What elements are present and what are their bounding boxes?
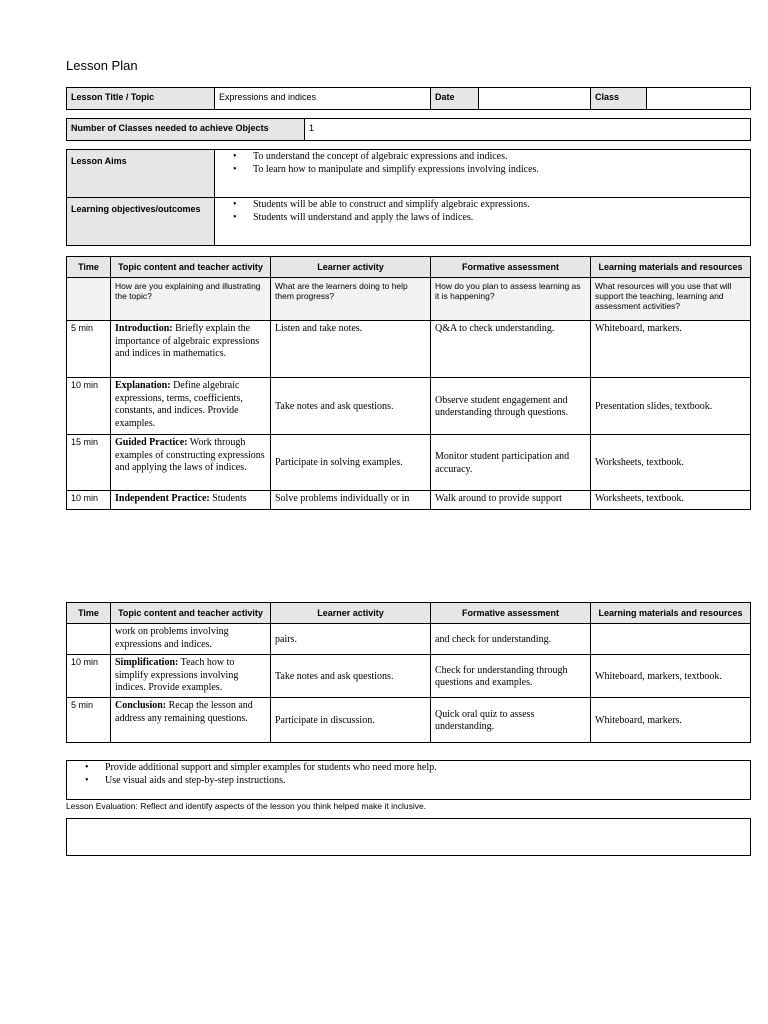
activity-text: Work through examples of constructing expressions and applying the laws of indices. (115, 437, 265, 473)
learner-header: Learner activity (271, 257, 431, 278)
learner-cell[interactable]: Listen and take notes. (271, 321, 431, 378)
table-header-row (67, 257, 751, 278)
table-row (67, 491, 751, 510)
table-row (67, 435, 751, 491)
list-item: • Use visual aids and step-by-step instructions. (105, 774, 750, 787)
time-cell[interactable]: 10 min (67, 491, 111, 510)
class-field[interactable] (647, 88, 751, 110)
lesson-aims-label: Lesson Aims (67, 150, 215, 198)
activity-title: Simplification: (115, 657, 179, 668)
date-label: Date (431, 88, 479, 110)
time-cell[interactable]: 15 min (67, 435, 111, 491)
table-row (67, 378, 751, 435)
table-row (67, 698, 751, 743)
learner-cell[interactable]: Solve problems individually or in (271, 491, 431, 510)
time-header: Time (67, 257, 111, 278)
formative-cell[interactable]: Quick oral quiz to assess understanding. (431, 698, 591, 743)
materials-cell[interactable]: Whiteboard, markers, textbook. (591, 655, 751, 698)
classes-table (66, 118, 751, 141)
lesson-title-field[interactable]: Expressions and indices (215, 88, 431, 110)
topic-cell[interactable] (111, 491, 271, 510)
time-cell[interactable]: 5 min (67, 321, 111, 378)
materials-cell[interactable]: Whiteboard, markers. (591, 698, 751, 743)
learning-objectives-label: Learning objectives/outcomes (67, 198, 215, 246)
activity-title: Explanation: (115, 380, 171, 391)
lesson-aims-list (215, 150, 750, 176)
materials-cell[interactable] (591, 624, 751, 655)
lesson-title-label: Lesson Title / Topic (67, 88, 215, 110)
table-cell (67, 278, 111, 321)
activity-text: Teach how to simplify expressions involving indices. Provide examples. (115, 657, 239, 693)
materials-cell[interactable]: Worksheets, textbook. (591, 435, 751, 491)
date-field[interactable] (479, 88, 591, 110)
activity-text: Recap the lesson and address any remaining questions. (115, 700, 253, 724)
prompt-row (67, 278, 751, 321)
classes-label: Number of Classes needed to achieve Objects (67, 119, 305, 141)
differentiation-list (67, 761, 750, 787)
learner-cell[interactable]: Participate in discussion. (271, 698, 431, 743)
materials-header: Learning materials and resources (591, 257, 751, 278)
activity-title: Introduction: (115, 323, 173, 334)
list-item: • Provide additional support and simpler examples for students who need more help. (105, 761, 750, 774)
learning-objectives-list (215, 198, 750, 224)
table-row (67, 321, 751, 378)
learner-cell[interactable]: Participate in solving examples. (271, 435, 431, 491)
formative-cell[interactable]: and check for understanding. (431, 624, 591, 655)
topic-cell[interactable] (111, 698, 271, 743)
materials-header: Learning materials and resources (591, 603, 751, 624)
learning-objectives-field[interactable] (215, 198, 751, 246)
time-header: Time (67, 603, 111, 624)
formative-prompt: How do you plan to assess learning as it is happening? (431, 278, 591, 321)
learner-cell[interactable]: Take notes and ask questions. (271, 378, 431, 435)
page-title: Lesson Plan (66, 58, 138, 73)
formative-cell[interactable]: Walk around to provide support (431, 491, 591, 510)
materials-prompt: What resources will you use that will support the teaching, learning and assessment activities? (591, 278, 751, 321)
topic-header: Topic content and teacher activity (111, 603, 271, 624)
list-item: • To understand the concept of algebraic expressions and indices. (253, 150, 750, 163)
activity-text: Define algebraic expressions, terms, coefficients, constants, and indices. Provide examples. (115, 380, 243, 429)
activity-table-page-2 (66, 602, 751, 743)
activity-text: work on problems involving expressions and indices. (115, 626, 229, 650)
formative-cell[interactable]: Monitor student participation and accuracy. (431, 435, 591, 491)
differentiation-box[interactable] (66, 760, 751, 800)
lesson-evaluation-label: Lesson Evaluation: Reflect and identify aspects of the lesson you think helped make it inclusive. (66, 801, 427, 811)
activity-table-page-1 (66, 256, 751, 510)
activity-text: Students (209, 493, 247, 504)
lesson-info-table (66, 87, 751, 110)
time-cell[interactable]: 5 min (67, 698, 111, 743)
materials-cell[interactable]: Whiteboard, markers. (591, 321, 751, 378)
formative-cell[interactable]: Observe student engagement and understanding through questions. (431, 378, 591, 435)
materials-cell[interactable]: Presentation slides, textbook. (591, 378, 751, 435)
lesson-aims-field[interactable] (215, 150, 751, 198)
formative-cell[interactable]: Q&A to check understanding. (431, 321, 591, 378)
topic-cell[interactable] (111, 378, 271, 435)
class-label: Class (591, 88, 647, 110)
lesson-evaluation-field[interactable] (66, 818, 751, 856)
topic-prompt: How are you explaining and illustrating the topic? (111, 278, 271, 321)
learner-prompt: What are the learners doing to help them progress? (271, 278, 431, 321)
activity-title: Independent Practice: (115, 493, 210, 504)
topic-cell[interactable] (111, 435, 271, 491)
learner-cell[interactable]: Take notes and ask questions. (271, 655, 431, 698)
formative-header: Formative assessment (431, 603, 591, 624)
activity-title: Conclusion: (115, 700, 167, 711)
learner-header: Learner activity (271, 603, 431, 624)
table-row (67, 624, 751, 655)
topic-cell[interactable] (111, 321, 271, 378)
list-item: • Students will be able to construct and simplify algebraic expressions. (253, 198, 750, 211)
activity-text: Briefly explain the importance of algebraic expressions and indices in mathematics. (115, 323, 260, 359)
learner-cell[interactable]: pairs. (271, 624, 431, 655)
list-item: • Students will understand and apply the laws of indices. (253, 211, 750, 224)
list-item: • To learn how to manipulate and simplify expressions involving indices. (253, 163, 750, 176)
time-cell[interactable]: 10 min (67, 655, 111, 698)
table-header-row (67, 603, 751, 624)
table-row (67, 655, 751, 698)
topic-header: Topic content and teacher activity (111, 257, 271, 278)
topic-cell[interactable] (111, 655, 271, 698)
formative-cell[interactable]: Check for understanding through questions and examples. (431, 655, 591, 698)
formative-header: Formative assessment (431, 257, 591, 278)
classes-field[interactable]: 1 (305, 119, 751, 141)
topic-cell[interactable] (111, 624, 271, 655)
time-cell[interactable]: 10 min (67, 378, 111, 435)
materials-cell[interactable]: Worksheets, textbook. (591, 491, 751, 510)
aims-objectives-table (66, 149, 751, 246)
time-cell[interactable] (67, 624, 111, 655)
activity-title: Guided Practice: (115, 437, 188, 448)
